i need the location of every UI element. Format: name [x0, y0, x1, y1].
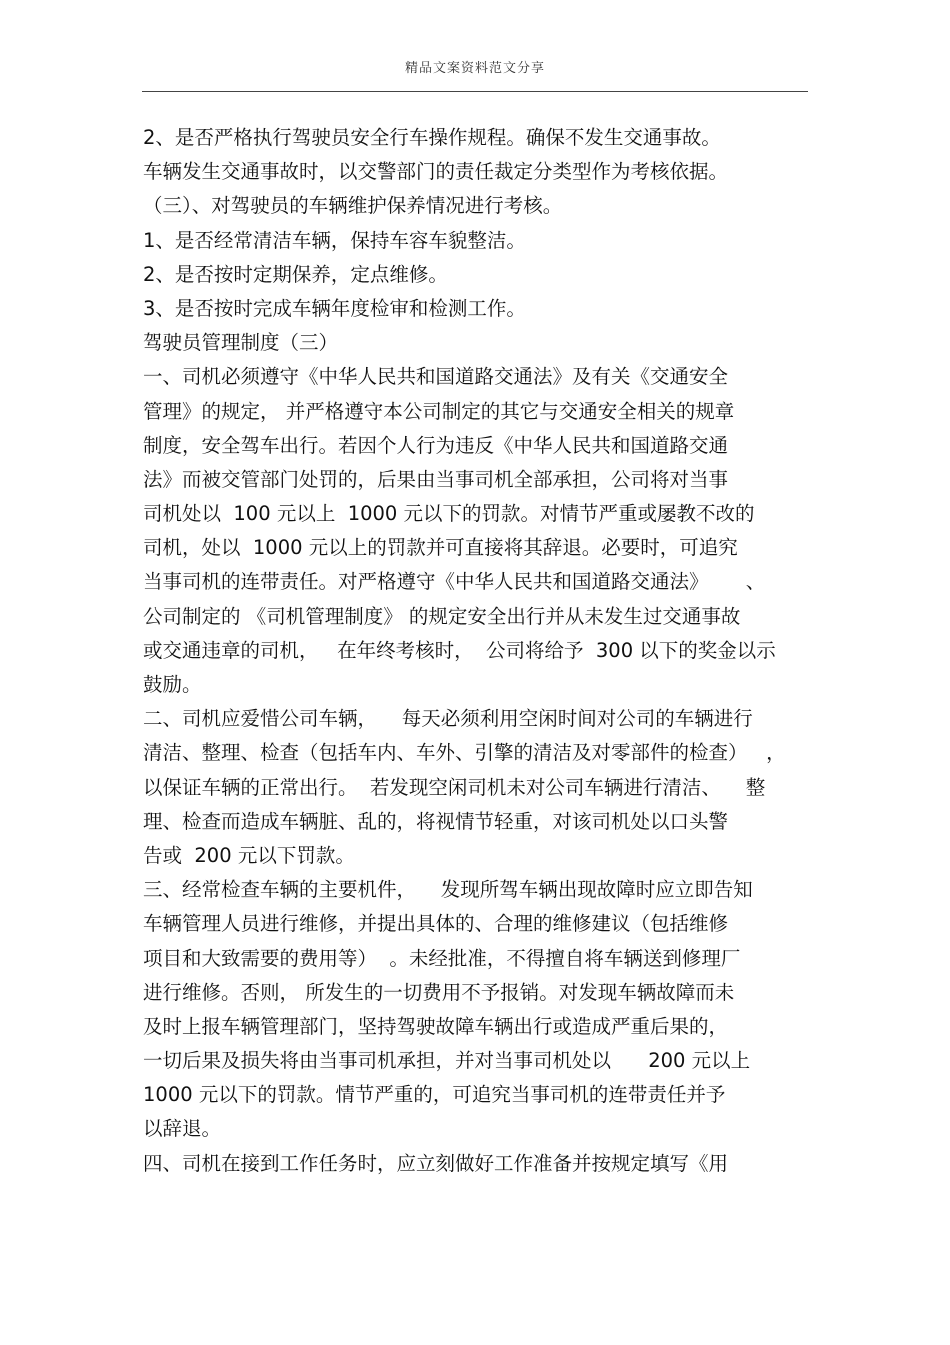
text-line: 及时上报车辆管理部门，坚持驾驶故障车辆出行或造成严重后果的， — [143, 1014, 729, 1038]
text-line: 2、是否严格执行驾驶员安全行车操作规程。确保不发生交通事故。 — [143, 126, 721, 149]
text-line: 车辆发生交通事故时，以交警部门的责任裁定分类型作为考核依据。 — [143, 160, 729, 184]
text-line: 一、司机必须遵守《中华人民共和国道路交通法》及有关《交通安全 — [143, 365, 729, 389]
text-line: 当事司机的连带责任。对严格遵守《中华人民共和国道路交通法》 、 — [143, 570, 766, 594]
text-line: 管理》的规定， 并严格遵守本公司制定的其它与交通安全相关的规章 — [143, 399, 735, 423]
page-header: 精品文案资料范文分享 — [404, 61, 545, 76]
text-line: 车辆管理人员进行维修，并提出具体的、合理的维修建议（包括维修 — [143, 912, 729, 936]
text-line: 四、司机在接到工作任务时，应立刻做好工作准备并按规定填写《用 — [143, 1151, 729, 1175]
text-line: 以辞退。 — [143, 1117, 222, 1141]
document-body — [143, 121, 823, 1181]
text-line: 告或 200 元以下罚款。 — [143, 843, 355, 867]
text-line: 理、检查而造成车辆脏、乱的，将视情节轻重，对该司机处以口头警 — [143, 809, 729, 833]
text-line: 司机处以 100 元以上 1000 元以下的罚款。对情节严重或屡教不改的 — [143, 502, 755, 526]
text-line: 1000 元以下的罚款。情节严重的，可追究当事司机的连带责任并予 — [143, 1083, 726, 1107]
text-line: 项目和大致需要的费用等） 。未经批准，不得擅自将车辆送到修理厂 — [143, 946, 741, 970]
text-line: 二、司机应爱惜公司车辆， 每天必须利用空闲时间对公司的车辆进行 — [143, 707, 753, 731]
text-line: 三、经常检查车辆的主要机件， 发现所驾车辆出现故障时应立即告知 — [143, 878, 753, 902]
section-title: 驾驶员管理制度（三） — [143, 331, 339, 355]
text-line: 公司制定的 《司机管理制度》 的规定安全出行并从未发生过交通事故 — [143, 604, 741, 628]
text-line: 一切后果及损失将由当事司机承担，并对当事司机处以 200 元以上 — [143, 1049, 751, 1073]
text-line: （三）、对驾驶员的车辆维护保养情况进行考核。 — [143, 194, 563, 218]
text-line: 或交通违章的司机， 在年终考核时， 公司将给予 300 以下的奖金以示 — [143, 638, 776, 662]
text-line: 1、是否经常清洁车辆，保持车容车貌整洁。 — [143, 228, 526, 252]
text-line: 法》而被交管部门处罚的，后果由当事司机全部承担，公司将对当事 — [143, 467, 729, 491]
header-divider — [142, 91, 808, 92]
text-line: 清洁、整理、检查（包括车内、车外、引擎的清洁及对零部件的检查） ， — [143, 741, 786, 765]
text-line: 制度，安全驾车出行。若因个人行为违反《中华人民共和国道路交通 — [143, 433, 729, 457]
text-line: 鼓励。 — [143, 673, 202, 696]
text-line: 司机，处以 1000 元以上的罚款并可直接将其辞退。必要时，可追究 — [143, 536, 738, 560]
text-line: 进行维修。否则， 所发生的一切费用不予报销。对发现车辆故障而未 — [143, 980, 735, 1004]
text-line: 2、是否按时定期保养，定点维修。 — [143, 262, 448, 286]
text-line: 以保证车辆的正常出行。 若发现空闲司机未对公司车辆进行清洁、 整 — [143, 775, 766, 799]
text-line: 3、是否按时完成车辆年度检审和检测工作。 — [143, 296, 526, 320]
